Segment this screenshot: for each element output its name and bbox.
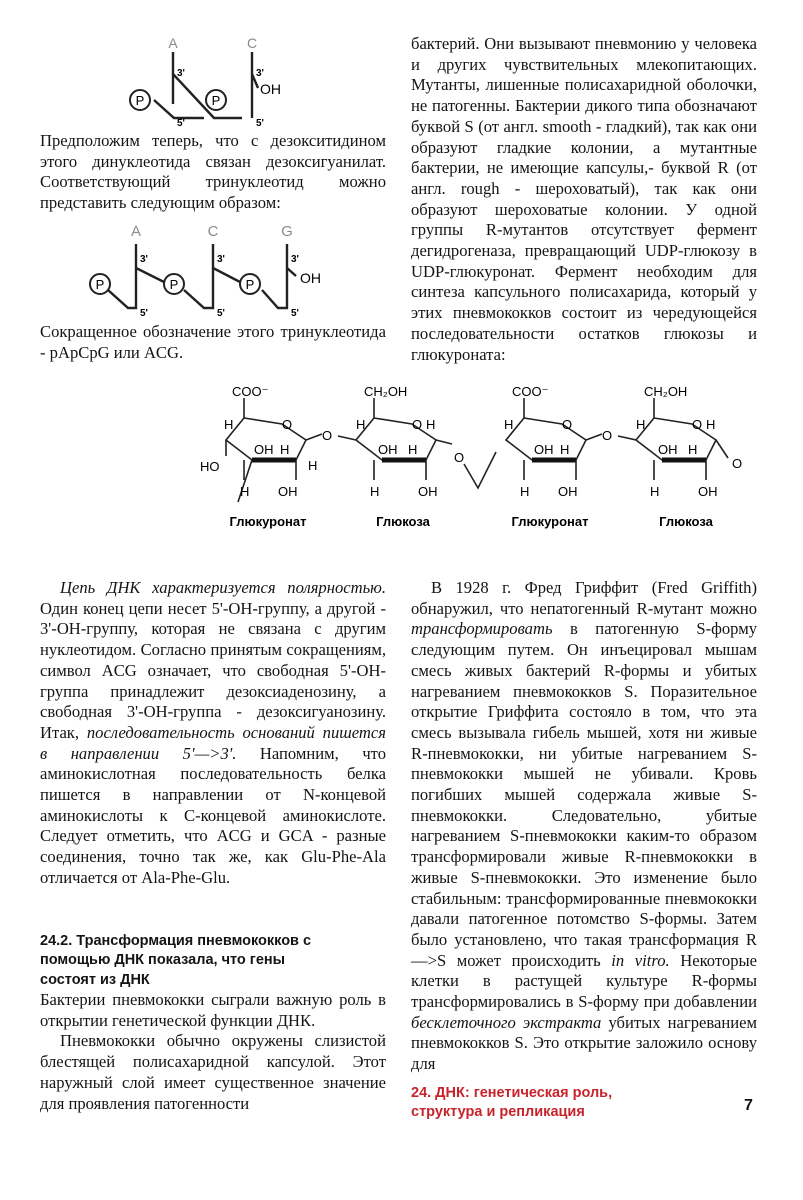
svg-text:P: P <box>95 277 105 292</box>
svg-text:H: H <box>308 458 318 473</box>
svg-text:H: H <box>650 484 660 499</box>
svg-text:OH: OH <box>558 484 578 499</box>
svg-text:P: P <box>135 93 145 108</box>
svg-text:OH: OH <box>698 484 718 499</box>
para-capsule: Пневмококки обычно окружены слизистой блестящей полисахаридной капсулой. Этот наружный слой имеет существенное значение для проявления патогенности <box>40 1031 386 1113</box>
svg-text:H: H <box>426 417 436 432</box>
page-number: 7 <box>744 1097 753 1114</box>
svg-text:G: G <box>281 223 293 240</box>
svg-text:O: O <box>412 417 423 432</box>
svg-text:H: H <box>504 417 514 432</box>
svg-text:5': 5' <box>177 118 185 129</box>
svg-text:H: H <box>520 484 530 499</box>
label-glucuronate-2: Глюкуронат <box>511 514 589 529</box>
svg-text:OH: OH <box>534 442 554 457</box>
svg-text:O: O <box>454 450 465 465</box>
left-bottom-column <box>40 578 386 1114</box>
label-glucose-2: Глюкоза <box>659 514 713 529</box>
svg-text:OH: OH <box>254 442 274 457</box>
svg-text:H: H <box>706 417 716 432</box>
right-bottom-column: В 1928 г. Фред Гриффит (Fred Griffith) обнаружил, что непатогенный R-мутант можно трансформировать в патогенную S-форму следующим путем. Он инъецировал мышам смесь живых бактерий R-формы и убитых нагреванием пневмококков S. Поразительное открытие Гриффита состояло в том, что эта смесь вызывала гибель мышей, хотя ни живые R-пневмококки, ни убитые нагреванием S-пневмококки мышей не убивали. Кровь погибших мышей содержала живые S-пневмококки. Следовательно, убитые нагреванием S-пневмококки каким-то образом трансформировали живые R-пневмококки в живые S-пневмококки. Это изменение было стабильным: трансформированные пневмококки давали патогенное потомство S-формы. Затем было установлено, что такая трансформация R—>S может происходить in vitro. Некоторые клетки в растущей культуре R-формы трансформировались в S-форму при добавлении бесклеточного экстракта убитых нагреванием пневмококков S. Это открытие заложило основу для <box>411 578 758 1074</box>
svg-text:3': 3' <box>291 254 299 265</box>
svg-text:OH: OH <box>278 484 298 499</box>
svg-text:O: O <box>562 417 573 432</box>
left-para-2: Сокращенное обозначение этого тринуклеотида - pApCpG или ACG. <box>40 322 386 362</box>
svg-text:A: A <box>130 223 142 240</box>
svg-text:HO: HO <box>200 459 220 474</box>
svg-text:H: H <box>408 442 418 457</box>
svg-text:5': 5' <box>140 308 148 319</box>
svg-text:H: H <box>240 484 250 499</box>
svg-text:H: H <box>280 442 290 457</box>
svg-text:O: O <box>602 428 613 443</box>
svg-text:C: C <box>207 223 219 240</box>
svg-text:CH₂OH: CH₂OH <box>364 384 408 399</box>
section-heading: 24.2. Трансформация пневмококков с помощью ДНК показала, что гены состоят из ДНК <box>40 932 312 988</box>
svg-text:H: H <box>356 417 366 432</box>
svg-text:O: O <box>732 456 743 471</box>
svg-text:5': 5' <box>256 118 264 129</box>
svg-text:5': 5' <box>217 308 225 319</box>
svg-text:H: H <box>636 417 646 432</box>
svg-text:O: O <box>322 428 333 443</box>
oh-label: OH <box>260 81 281 97</box>
svg-text:CH₂OH: CH₂OH <box>644 384 688 399</box>
glucuronate-ring-2 <box>504 384 602 499</box>
svg-text:H: H <box>370 484 380 499</box>
right-top-text: бактерий. Они вызывают пневмонию у человека и других чувствительных млекопитающих. Мутанты, лишенные полисахаридной оболочки, не патогенны. Бактерии дикого типа обозначают буквой S (от англ. smooth - гладкий), так как они образуют гладкие колонии, а мутантные бактерии, не имеющие капсулы,- буквой R (от англ. rough - шероховатый), так как они образуют шероховатые колонии. У одной группы R-мутантов отсутствует фермент дегидрогеназа, превращающий UDP-глюкозу в UDP-глюкуронат. Фермент необходим для синтеза капсульного полисахарида, который у этих пневмококков состоит из чередующейся последовательности остатков глюкозы и глюкуроната: <box>411 34 757 364</box>
svg-text:3': 3' <box>140 254 148 265</box>
svg-text:P: P <box>245 277 255 292</box>
dna-polarity-para: Цепь ДНК характеризуется полярностью. Один конец цепи несет 5'-ОН-группу, а другой - 3'-ОН-группу, которая не связана с другим нуклеотидом. Согласно принятым сокращениям, символ ACG означает, что свободная 5'-ОН-группа принадлежит дезоксиаденозину, а свободная 3'-ОН-группа - дезоксигуанозину. Итак, последовательность оснований пишется в направлении 5'—>3'. Напомним, что аминокислотная последовательность белка пишется в направлении от N-концевой аминокислоты к С-концевой аминокислоте. Следует отметить, что ACG и GCA - разные соединения, точно так же, как Glu-Phe-Ala отличается от Ala-Phe-Glu. <box>40 578 386 887</box>
label-glucose-1: Глюкоза <box>376 514 430 529</box>
svg-text:5': 5' <box>291 308 299 319</box>
svg-text:OH: OH <box>418 484 438 499</box>
svg-text:COO⁻: COO⁻ <box>512 384 549 399</box>
base-c-label: C <box>246 35 258 51</box>
label-glucuronate-1: Глюкуронат <box>229 514 307 529</box>
glucose-ring-1 <box>338 384 452 499</box>
svg-text:OH: OH <box>658 442 678 457</box>
svg-text:H: H <box>688 442 698 457</box>
svg-text:P: P <box>169 277 179 292</box>
svg-text:O: O <box>282 417 293 432</box>
trinucleotide-figure <box>78 218 338 322</box>
glucuronate-ring-1 <box>200 384 322 502</box>
base-a-label: A <box>168 35 178 51</box>
svg-text:3': 3' <box>217 254 225 265</box>
chapter-title: 24. ДНК: генетическая роль, структура и репликация <box>411 1085 613 1120</box>
polysaccharide-figure <box>196 380 766 540</box>
svg-text:O: O <box>692 417 703 432</box>
svg-text:COO⁻: COO⁻ <box>232 384 269 399</box>
svg-text:OH: OH <box>300 270 321 286</box>
svg-text:OH: OH <box>378 442 398 457</box>
glucose-ring-2 <box>618 384 742 499</box>
svg-text:P: P <box>211 93 221 108</box>
svg-text:3': 3' <box>256 68 264 79</box>
svg-text:H: H <box>560 442 570 457</box>
svg-text:H: H <box>224 417 234 432</box>
para-pneumococci-role: Бактерии пневмококки сыграли важную роль в открытии генетической функции ДНК. <box>40 990 386 1030</box>
dinucleotide-figure <box>118 34 298 130</box>
left-para-1: Предположим теперь, что с дезокситидином этого динуклеотида связан дезоксигуанилат. Соответствующий тринуклеотид можно представить следующим образом: <box>40 131 386 213</box>
svg-text:3': 3' <box>177 68 185 79</box>
